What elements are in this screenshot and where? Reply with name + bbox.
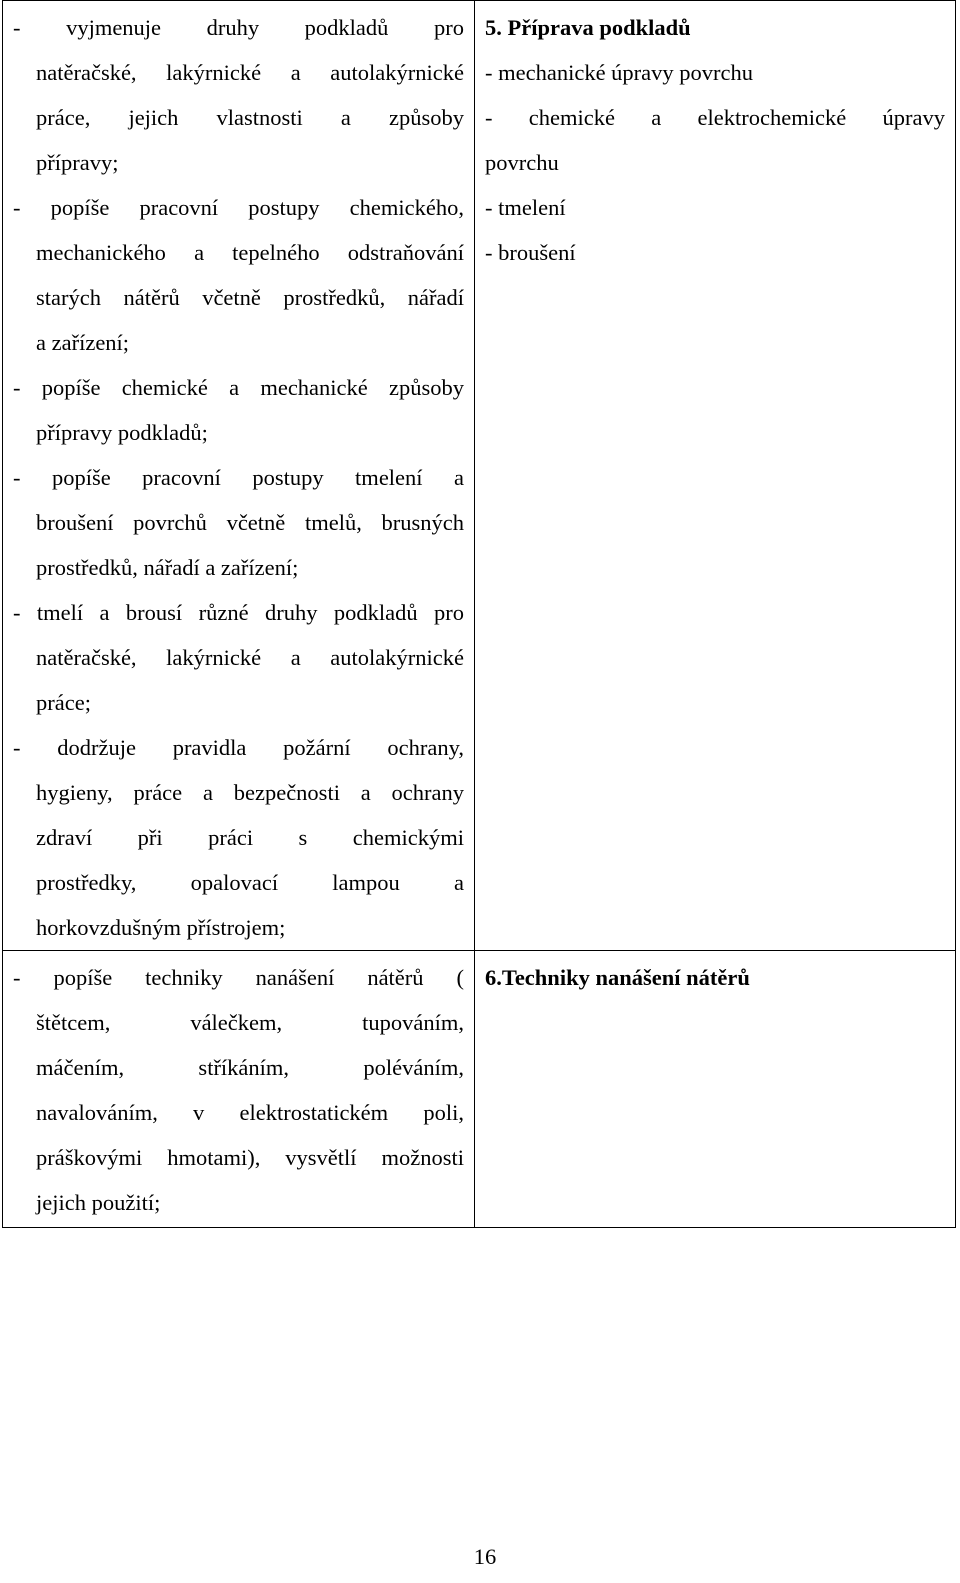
outcome-line: hygieny, práce a bezpečnosti a ochrany [36,780,464,805]
page-number: 16 [473,1544,497,1569]
table-row [3,951,956,1228]
outcome-line: - tmelí a brousí různé druhy podkladů pro [13,600,464,625]
topic-cell [475,951,956,1228]
outcome-line: prostředky, opalovací lampou a [36,870,464,895]
outcome-line: prostředků, nářadí a zařízení; [36,555,299,580]
outcome-line: starých nátěrů včetně prostředků, nářadí [36,285,464,310]
topic-line: - tmelení [485,195,566,220]
outcome-line: jejich použití; [36,1190,161,1215]
topic-line: - broušení [485,240,576,265]
outcome-line: přípravy; [36,150,119,175]
outcome-line: a zařízení; [36,330,130,355]
outcome-line: - popíše pracovní postupy tmelení a [13,465,464,490]
outcome-line: - popíše pracovní postupy chemického, [13,195,464,220]
outcome-line: štětcem, válečkem, tupováním, [36,1010,464,1035]
outcome-line: máčením, stříkáním, poléváním, [36,1055,464,1080]
outcome-line: práškovými hmotami), vysvětlí možnosti [36,1145,464,1170]
topic-line: - mechanické úpravy povrchu [485,60,754,85]
topic-heading: 5. Příprava podkladů [485,15,691,40]
outcome-line: zdraví při práci s chemickými [36,825,464,850]
outcome-line: - popíše techniky nanášení nátěrů ( [13,965,464,990]
outcome-line: mechanického a tepelného odstraňování [36,240,464,265]
outcome-line: horkovzdušným přístrojem; [36,915,286,940]
curriculum-table [2,0,956,1228]
outcome-line: navalováním, v elektrostatickém poli, [36,1100,464,1125]
outcome-line: práce, jejich vlastnosti a způsoby [36,105,464,130]
topic-heading: 6.Techniky nanášení nátěrů [485,965,750,990]
outcome-line: - popíše chemické a mechanické způsoby [13,375,464,400]
learning-outcomes-cell [3,951,475,1228]
learning-outcomes-cell [3,1,475,951]
outcome-line: natěračské, lakýrnické a autolakýrnické [36,645,464,670]
outcome-line: broušení povrchů včetně tmelů, brusných [36,510,464,535]
outcome-line: - vyjmenuje druhy podkladů pro [13,15,464,40]
topic-cell [475,1,956,951]
outcome-line: práce; [36,690,91,715]
outcome-line: přípravy podkladů; [36,420,208,445]
topic-line: - chemické a elektrochemické úpravy [485,105,945,130]
outcome-line: natěračské, lakýrnické a autolakýrnické [36,60,464,85]
table-row [3,1,956,951]
topic-line: povrchu [485,150,559,175]
outcome-line: - dodržuje pravidla požární ochrany, [13,735,464,760]
